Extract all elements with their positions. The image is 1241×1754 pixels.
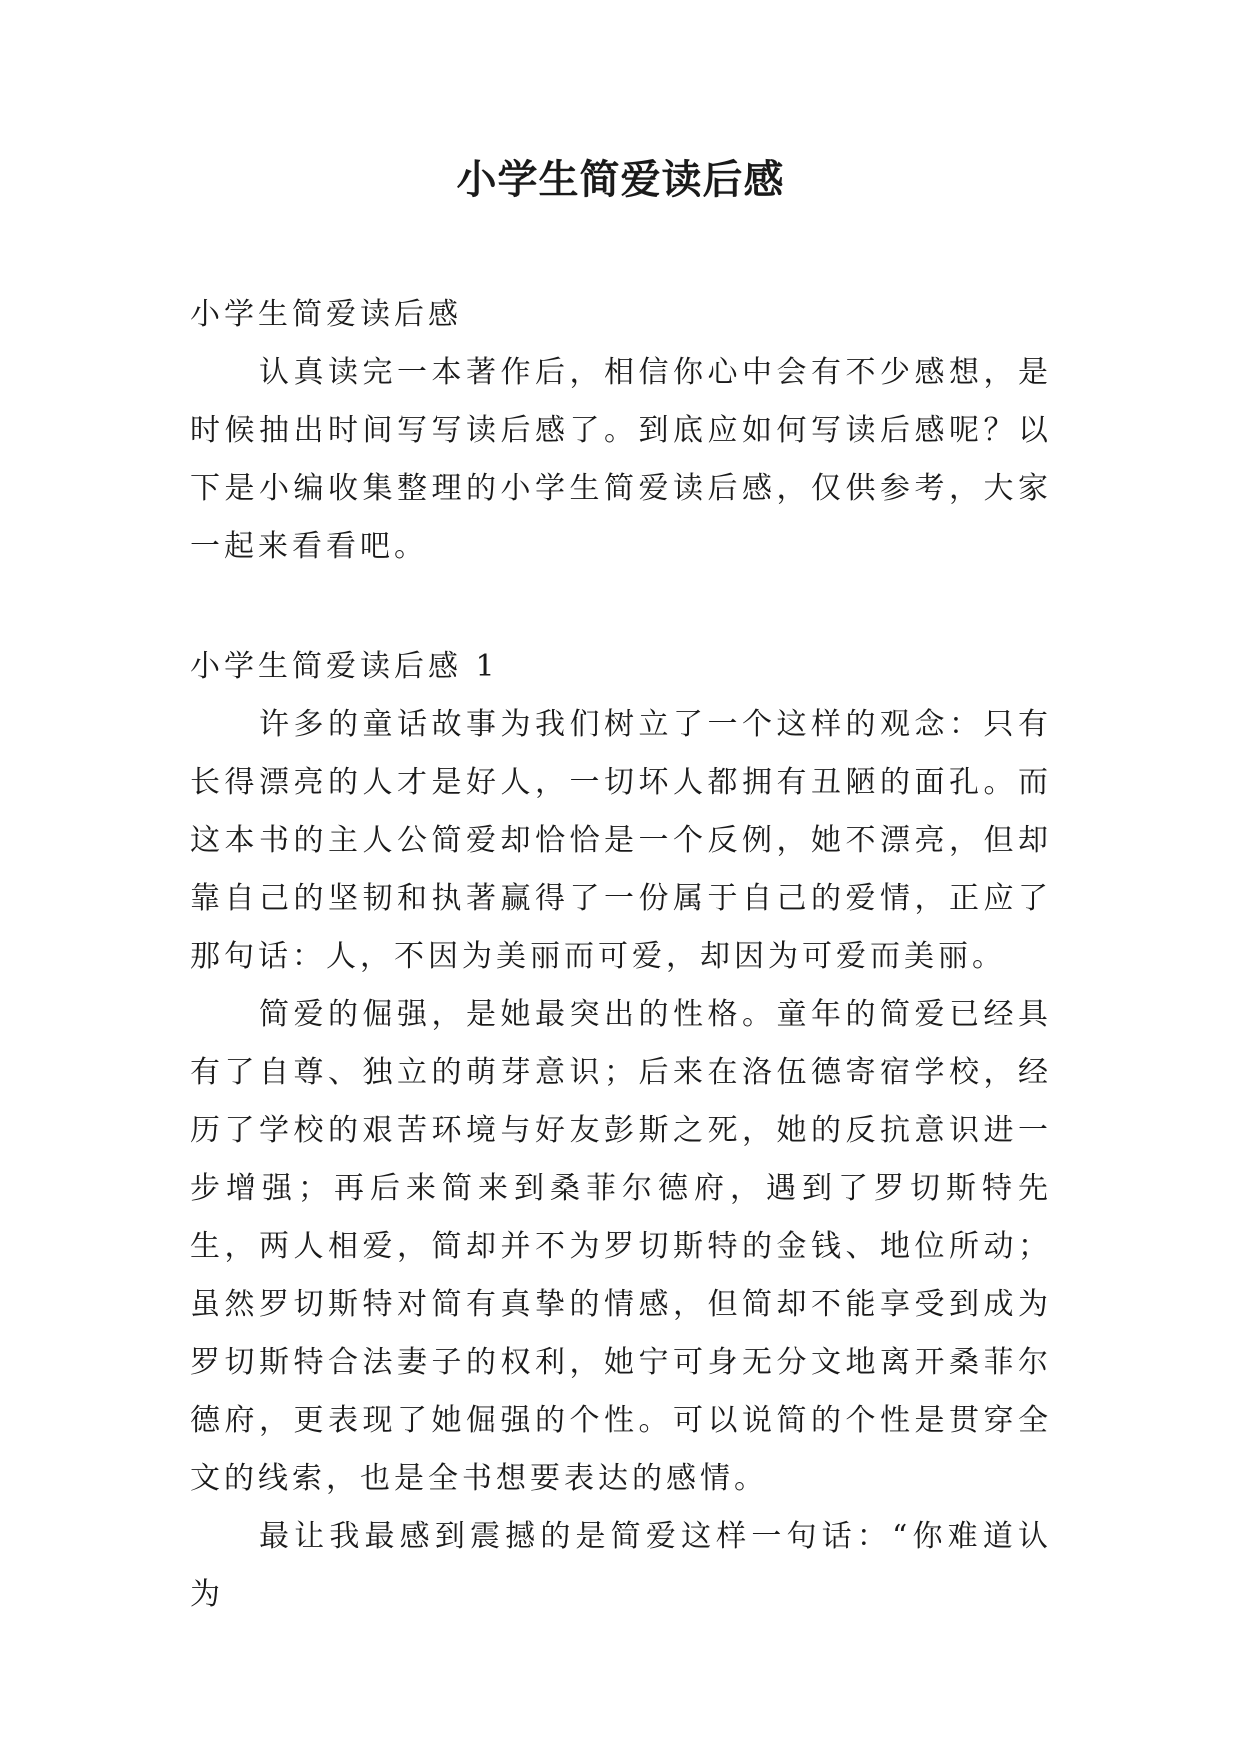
paragraph-3: 最让我最感到震撼的是简爱这样一句话：“你难道认为 xyxy=(190,1519,1052,1612)
document-title: 小学生简爱读后感 xyxy=(456,157,785,203)
paragraph-1: 许多的童话故事为我们树立了一个这样的观念：只有长得漂亮的人才是好人，一切坏人都拥有丑陋的面孔。而这本书的主人公简爱却恰恰是一个反例，她不漂亮，但却靠自己的坚韧和执著赢得了一份属于自己的爱情，正应了那句话：人，不因为美丽而可爱，却因为可爱而美丽。 xyxy=(190,707,1052,974)
paragraph-2: 简爱的倔强，是她最突出的性格。童年的简爱已经具有了自尊、独立的萌芽意识；后来在洛伍德寄宿学校，经历了学校的艰苦环境与好友彭斯之死，她的反抗意识进一步增强；再后来简来到桑菲尔德府，遇到了罗切斯特先生，两人相爱，简却并不为罗切斯特的金钱、地位所动；虽然罗切斯特对简有真挚的情感，但简却不能享受到成为罗切斯特合法妻子的权利，她宁可身无分文地离开桑菲尔德府，更表现了她倔强的个性。可以说简的个性是贯穿全文的线索，也是全书想要表达的感情。 xyxy=(190,997,1052,1496)
section-spacer xyxy=(190,576,1052,630)
intro-heading: 小学生简爱读后感 xyxy=(190,297,462,332)
document-body xyxy=(190,286,1052,1624)
section-heading: 小学生简爱读后感 1 xyxy=(190,649,499,684)
intro-paragraph: 认真读完一本著作后，相信你心中会有不少感想，是时候抽出时间写写读后感了。到底应如何写读后感呢？以下是小编收集整理的小学生简爱读后感，仅供参考，大家一起来看看吧。 xyxy=(190,355,1052,564)
